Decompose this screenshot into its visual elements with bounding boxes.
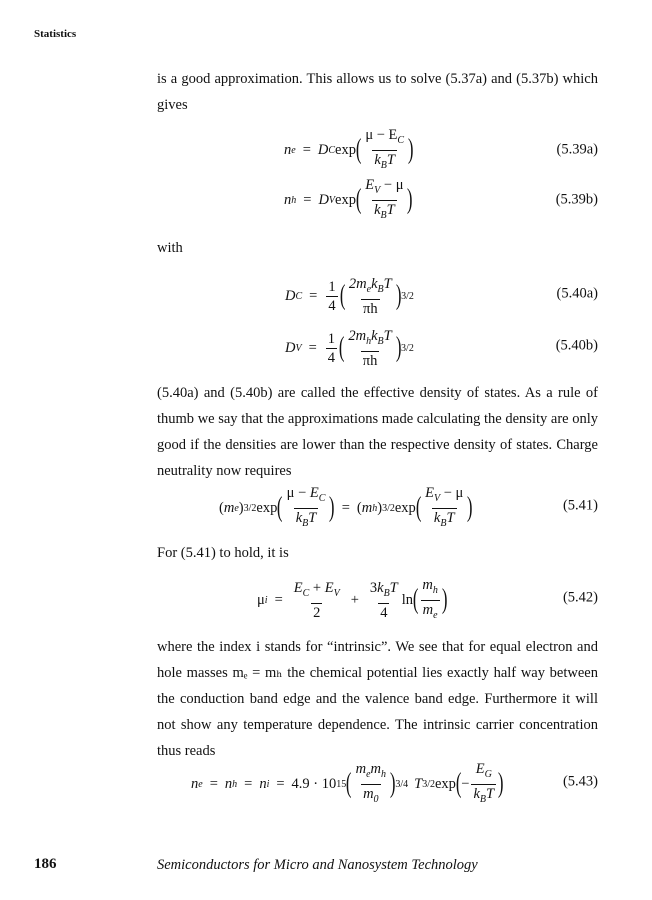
frac-num-tail: − μ — [380, 176, 404, 193]
equation-number: (5.43) — [562, 773, 598, 790]
eq-fraction — [347, 275, 394, 318]
eq-prefactor — [326, 330, 337, 367]
eq-lhs-sub: V — [295, 342, 302, 354]
eq-fn: exp — [335, 191, 356, 208]
frac-den: πh — [362, 352, 378, 369]
frac-num: μ − E — [365, 126, 398, 143]
eq-constant-exp: 15 — [336, 778, 347, 790]
eq-fraction — [346, 327, 393, 370]
equation-number: (5.41) — [562, 497, 598, 514]
equation-number: (5.40a) — [556, 285, 598, 302]
frac-num-tail: k — [371, 327, 378, 344]
frac-num-tail2: T — [383, 327, 392, 344]
eq-coef: D — [317, 141, 329, 158]
frac-num: E — [365, 176, 375, 193]
eq-coef-sub: C — [328, 144, 336, 156]
eq-coef: D — [318, 191, 329, 208]
equation-number: (5.40b) — [555, 337, 598, 354]
eq-power: 3/4 — [395, 778, 409, 790]
eq-lhs: D — [285, 287, 296, 304]
pre-num: 1 — [328, 278, 336, 295]
eq-lhs-sub: h — [291, 194, 297, 206]
frac-num-sub: e — [366, 283, 372, 295]
eq-fraction — [363, 176, 405, 225]
equation-5-39a: n e = D C exp ( $\frac{\mu - E_C}{k_BT}$ ) (5.39a) — [157, 130, 598, 170]
frac-den-sub: B — [380, 209, 387, 221]
equation-number: (5.39a) — [556, 141, 598, 158]
frac-num-sub2: B — [377, 283, 384, 295]
eq-lhs-sub: C — [295, 290, 303, 302]
frac-den: k — [374, 151, 381, 168]
equation-5-39b: n h = D V exp ( $\frac{E_V - \mu}{k_BT}$ ) (5.39b) — [157, 180, 598, 220]
eq-fraction — [363, 126, 406, 175]
eq-prefactor — [326, 278, 337, 315]
page-number: 186 — [34, 856, 57, 872]
paragraph-with: with — [157, 240, 183, 256]
frac-num: 2m — [348, 327, 367, 344]
paragraph-for-541: For (5.41) to hold, it is — [157, 545, 289, 561]
equation-5-43: n e = n h = n i = 4.9 · 10 15 ( $\frac{m_em_h}{m_0}$ ) 3/4 T 3/2 exp ( − $\frac{E_G}{k_BT}$ ) (5.43) — [157, 762, 598, 802]
pre-den: 4 — [328, 297, 336, 314]
frac-num-sub: V — [374, 184, 381, 196]
book-title: Semiconductors for Micro and Nanosystem Technology — [157, 857, 478, 873]
running-header: Statistics — [34, 28, 77, 40]
paragraph-intro: is a good approximation. This allows us to solve (5.37a) and (5.37b) which gives — [157, 71, 598, 113]
eq-t-power: 3/2 — [422, 778, 435, 790]
eq-constant: 4.9 · 10 — [291, 775, 337, 792]
eq-lhs-sub: e — [291, 144, 296, 156]
paragraph-effective-density: (5.40a) and (5.40b) are called the effective density of states. As a rule of thumb we say that the approximations made calculating the density are only good if the densities are lower than the respective density of states. Charge neutrality now requires — [157, 385, 598, 479]
pre-den: 4 — [327, 349, 336, 366]
equation-number: (5.42) — [562, 589, 598, 606]
frac-num-tail: k — [371, 275, 378, 292]
equation-5-41: ( m e ) 3/2 exp ( $\frac{\mu - E_C}{k_BT}$ ) = ( m h ) 3/2 exp ( $\frac{E_V - \mu}{k_BT}$ ) (5.41) — [157, 486, 598, 526]
eq-lhs: n — [284, 191, 292, 208]
frac-den-tail: T — [386, 151, 395, 168]
frac-num-sub: h — [366, 335, 372, 347]
equation-5-40a: D C = $\frac{1}{4}$ ( $\frac{2m_ek_BT}{\pi h}$ ) 3/2 (5.40a) — [285, 275, 598, 317]
frac-den: k — [374, 201, 381, 218]
equation-number: (5.39b) — [555, 191, 598, 208]
eq-power: 3/2 — [401, 290, 414, 302]
eq-coef-sub: V — [328, 194, 336, 206]
frac-num-sub2: B — [377, 335, 384, 347]
frac-num: 2m — [348, 275, 367, 292]
equation-5-40b: D V = $\frac{1}{4}$ ( $\frac{2m_hk_BT}{\pi h}$ ) 3/2 (5.40b) — [285, 327, 598, 369]
frac-den: πh — [363, 300, 378, 317]
eq-lhs: n — [284, 141, 292, 158]
eq-power: 3/2 — [401, 342, 414, 354]
frac-num-tail2: T — [383, 275, 392, 292]
eq-lhs: D — [285, 339, 296, 356]
pre-num: 1 — [327, 330, 336, 347]
eq-fn: exp — [335, 141, 356, 158]
paragraph-intrinsic: where the index i stands for “intrinsic”. We see that for equal electron and hole masses mₑ = mₕ the chemical potential lies exactly half way between the conduction band edge and the valence band edge. Furthermore it will not show any temperature dependence. The intrinsic carrier concentration thus reads — [157, 639, 598, 759]
frac-den-sub: B — [380, 159, 387, 171]
frac-den-tail: T — [386, 201, 395, 218]
equation-5-42: μ i = $\frac{E_C + E_V}{2}$ + $\frac{3k_BT}{4}$ ln ( $\frac{m_h}{m_e}$ ) (5.42) — [157, 578, 598, 618]
frac-num-sub: C — [397, 134, 405, 146]
